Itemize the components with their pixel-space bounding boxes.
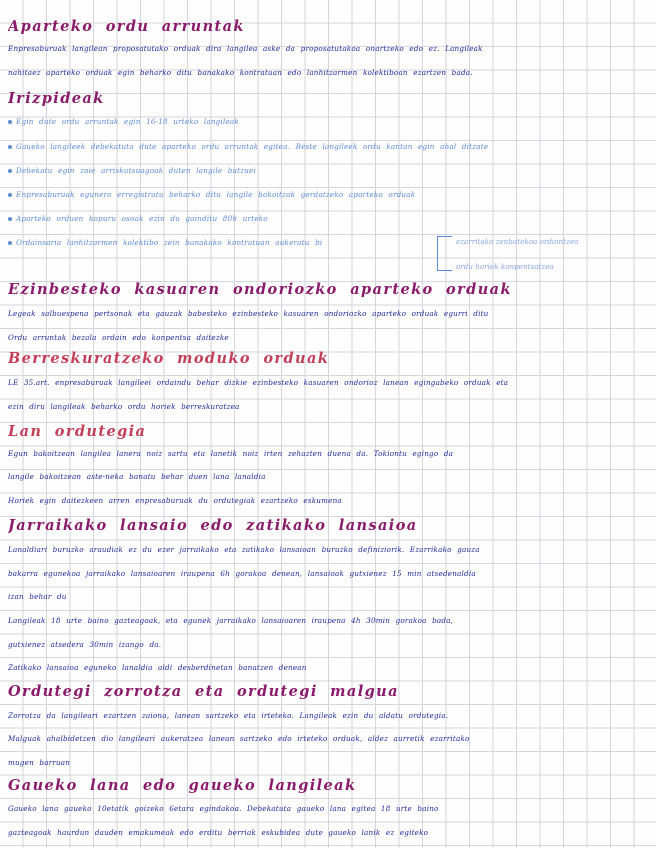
list-item-text: Debekatu egin zaie arriskutsuagoak duten langile batzuei xyxy=(16,166,256,175)
bullet-icon xyxy=(8,241,12,245)
paragraph-line: Gaueko lana gaueko 10etatik goizeko 6etara egindakoa. Debekatuta gaueko lana egitea 18 urte baino xyxy=(8,804,439,813)
paragraph-line: Zorrotza da langileari ezartzen zaiona, lanean sartzeko eta irteteko. Langileak ezin du aldatu ordutegia. xyxy=(8,711,449,720)
list-item-text: Enpresaburuak egunero erregistratu beharko ditu langile bakoitzak gerdatzeko aparteko orduak xyxy=(16,190,416,199)
bullet-icon xyxy=(8,120,12,124)
list-item-text: Egin dute ordu arruntak egin 16-18 urteko langileak xyxy=(16,117,239,126)
paragraph-line: bakarra egunekoa jarraikako lansaioaren iraupena 6h gorakoa denean, lansaioak gutxienez 15 min atsedenaldia xyxy=(8,569,476,578)
bullet-icon xyxy=(8,169,12,173)
heading-jarraikako-lansaio: Jarraikako lansaio edo zatikako lansaioa xyxy=(8,517,418,534)
bullet-icon xyxy=(8,193,12,197)
paragraph-line: Malguak ahalbidetzen dio langileari aukeratzea lanean sartzeko edo irteteko orduak, aldez aurretik ezarritako xyxy=(8,734,470,743)
paragraph-line: Enpresaburuak langilean proposatutako orduak dira langilea aske da proposatutakoa onartzeko edo ez. Langileak xyxy=(8,44,483,53)
list-item xyxy=(8,117,650,126)
list-item xyxy=(8,214,650,223)
branch-connector xyxy=(437,236,452,271)
list-item-text: Gaueko langileek debekatuta dute aparteko ordu arruntak egitea. Beste langileek ordu kantan egin ahal ditzate xyxy=(16,142,489,151)
bullet-icon xyxy=(8,145,12,149)
paragraph-line: Zatikako lansaioa eguneko lanaldia aldi desberdinetan banatzen denean xyxy=(8,663,307,672)
list-item xyxy=(8,142,650,151)
heading-berreskuratzeko-orduak: Berreskuratzeko moduko orduak xyxy=(8,350,330,367)
heading-irizpideak: Irizpideak xyxy=(8,90,105,107)
list-item-text: Ordainsaria lanhitzarmen kolektibo zein banakako kontratuan aukeratu bi xyxy=(16,238,323,247)
paragraph-line: izan behar du xyxy=(8,592,67,601)
bullet-icon xyxy=(8,217,12,221)
heading-aparteko-ordu-arruntak: Aparteko ordu arruntak xyxy=(8,18,245,35)
list-item xyxy=(8,166,650,175)
paragraph-line: ezin diru langileak beharko ordu horiek berreskuratzea xyxy=(8,402,240,411)
paragraph-line: Lanaldiari buruzko araudiak ez du ezer jarraikako eta zatikako lansaioan buruzko definiziorik. Ezarrikako gauza xyxy=(8,545,480,554)
paragraph-line: LE 35.art. enpresaburuak langileei ordaindu behar dizkie ezinbesteko kasuaren ondorioz lanean egingabeko orduak eta xyxy=(8,378,509,387)
list-item-text: Aparteko orduen kopuru osoak ezin du gainditu 80h urteko xyxy=(16,214,268,223)
paragraph-line: Horiek egin daitezkeen arren enpresaburuak du ordutegiak ezartzeko eskumena xyxy=(8,496,342,505)
paragraph-line: gazteagoak haurdun dauden emakumeak edo erditu berriak eskubidea dute gaueko lanik ez egiteko xyxy=(8,828,429,837)
heading-ordutegi-zorrotza-malgua: Ordutegi zorrotza eta ordutegi malgua xyxy=(8,683,399,700)
paragraph-line: Langileak 18 urte baino gazteagoak, eta egunek jarraikako lansaioaren iraupena 4h 30min gorakoa bada, xyxy=(8,616,454,625)
heading-lan-ordutegia: Lan ordutegia xyxy=(8,423,147,440)
branch-option: ordu horiek konpentsatzea xyxy=(456,262,554,271)
heading-gaueko-lana: Gaueko lana edo gaueko langileak xyxy=(8,777,357,794)
paragraph-line: nahitaez aparteko orduak egin beharko ditu banakako kontratuan edo lanhitzarmen kolektiboan ezartzen bada. xyxy=(8,68,473,77)
branch-option: ezarritako zenbatekoa ordaintzea xyxy=(456,237,579,246)
paragraph-line: langile bakoitzean aste-neka banatu behar duen lana lanaldia xyxy=(8,472,266,481)
list-item xyxy=(8,190,650,199)
paragraph-line: Legeak salbuespena pertsonak eta gauzak babesteko ezinbesteko kasuaren ondoriozko aparteko orduak egurri ditu xyxy=(8,309,489,318)
paragraph-line: gutxienez atsedera 30min izango da. xyxy=(8,640,162,649)
heading-ezinbesteko-kasua: Ezinbesteko kasuaren ondoriozko aparteko orduak xyxy=(8,281,512,298)
paragraph-line: mugen barruan xyxy=(8,758,71,767)
paragraph-line: Egun bakoitzean langilea lanera noiz sartu eta lanetik noiz irten zehazten duena da. Tokiontu egingo da xyxy=(8,449,454,458)
list-item xyxy=(8,238,434,247)
paragraph-line: Ordu arruntak bezala ordain edo konpentsa daitezke xyxy=(8,333,229,342)
